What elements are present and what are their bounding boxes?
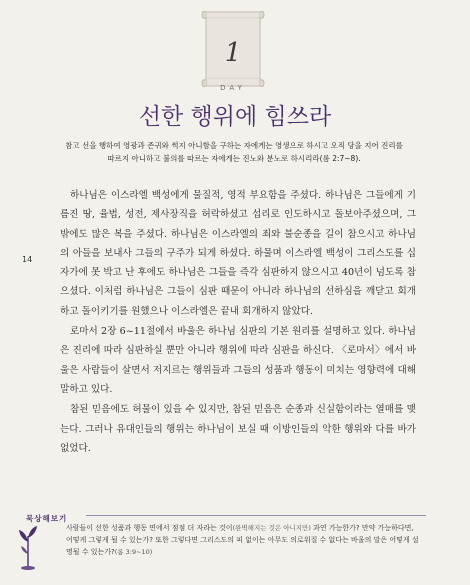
sprout-icon <box>16 522 40 572</box>
divider <box>86 515 426 516</box>
reflection-question-part2: 과연 가능한가? 만약 가능하다면, 어떻게 그렇게 될 수 있는가? 또한 그렇다면 그리스도의 피 없이는 아무도 의로워질 수 없다는 바울의 말은 어떻게 설명될 수 있는가? <box>66 524 419 556</box>
body-paragraph: 하나님은 이스라엘 백성에게 물질적, 영적 부요함을 주셨다. 하나님은 그들에게 기름진 땅, 율법, 성전, 제사장직을 허락하셨고 섭리로 인도하시고 돌보아주셨으며, 그 밖에도 많은 복을 주셨다. 하나님은 이스라엘의 죄와 불순종을 길이 참으시고 하나님의 아들을 보내사 그들의 구주가 되게 하셨다. 하물며 이스라엘 백성이 그리스도를 십자가에 못 박고 난 후에도 하나님은 그들을 즉각 심판하지 않으시고 40년이 넘도록 참으셨다. 이처럼 하나님은 그들이 심판 때문이 아니라 하나님의 선하심을 깨닫고 회개하고 돌이키기를 원했으나 이스라엘은 끝내 회개하지 않았다. <box>60 190 416 317</box>
scripture-verse: 참고 선을 행하여 영광과 존귀와 썩지 아니함을 구하는 자에게는 영생으로 하시고 오직 당을 지어 진리를 따르지 아니하고 불의를 따르는 자에게는 진노와 분노로 하시리라(롬 2:7~8). <box>65 141 403 163</box>
reflection-aside: (완벽해지는 것은 아니지만) <box>232 524 311 532</box>
day-badge <box>198 8 268 96</box>
page-number: 14 <box>22 255 33 264</box>
page-title: 선한 행위에 힘쓰라 <box>138 104 332 130</box>
day-number: 1 <box>224 38 242 68</box>
reflection-text <box>66 522 420 558</box>
body-paragraph: 참된 믿음에도 허물이 있을 수 있지만, 참된 믿음은 순종과 신실함이라는 열매를 맺는다. 그러나 유대인들의 행위는 하나님이 보실 때 이방인들의 악한 행위와 다를 바가 없었다. <box>60 404 416 454</box>
day-label: DAY <box>220 84 246 92</box>
reflection-title: 묵상해보기 <box>26 514 68 523</box>
reflection-reference: (롬 3:9~10) <box>114 548 153 556</box>
reflection-section <box>0 508 470 585</box>
body-paragraph: 로마서 2장 6~11절에서 바울은 하나님 심판의 기본 원리를 설명하고 있다. 하나님은 진리에 따라 심판하실 뿐만 아니라 행위에 따라 심판을 하신다. 〈로마서〉에서 바울은 사람들이 살면서 저지르는 행위들과 그들의 성품과 행동이 미치는 영향력에 대해 말하고 있다. <box>60 326 416 395</box>
reflection-question-part1: 사람들이 선한 성품과 행동 면에서 점점 더 자라는 것이 <box>66 524 233 532</box>
body-text <box>60 186 416 459</box>
